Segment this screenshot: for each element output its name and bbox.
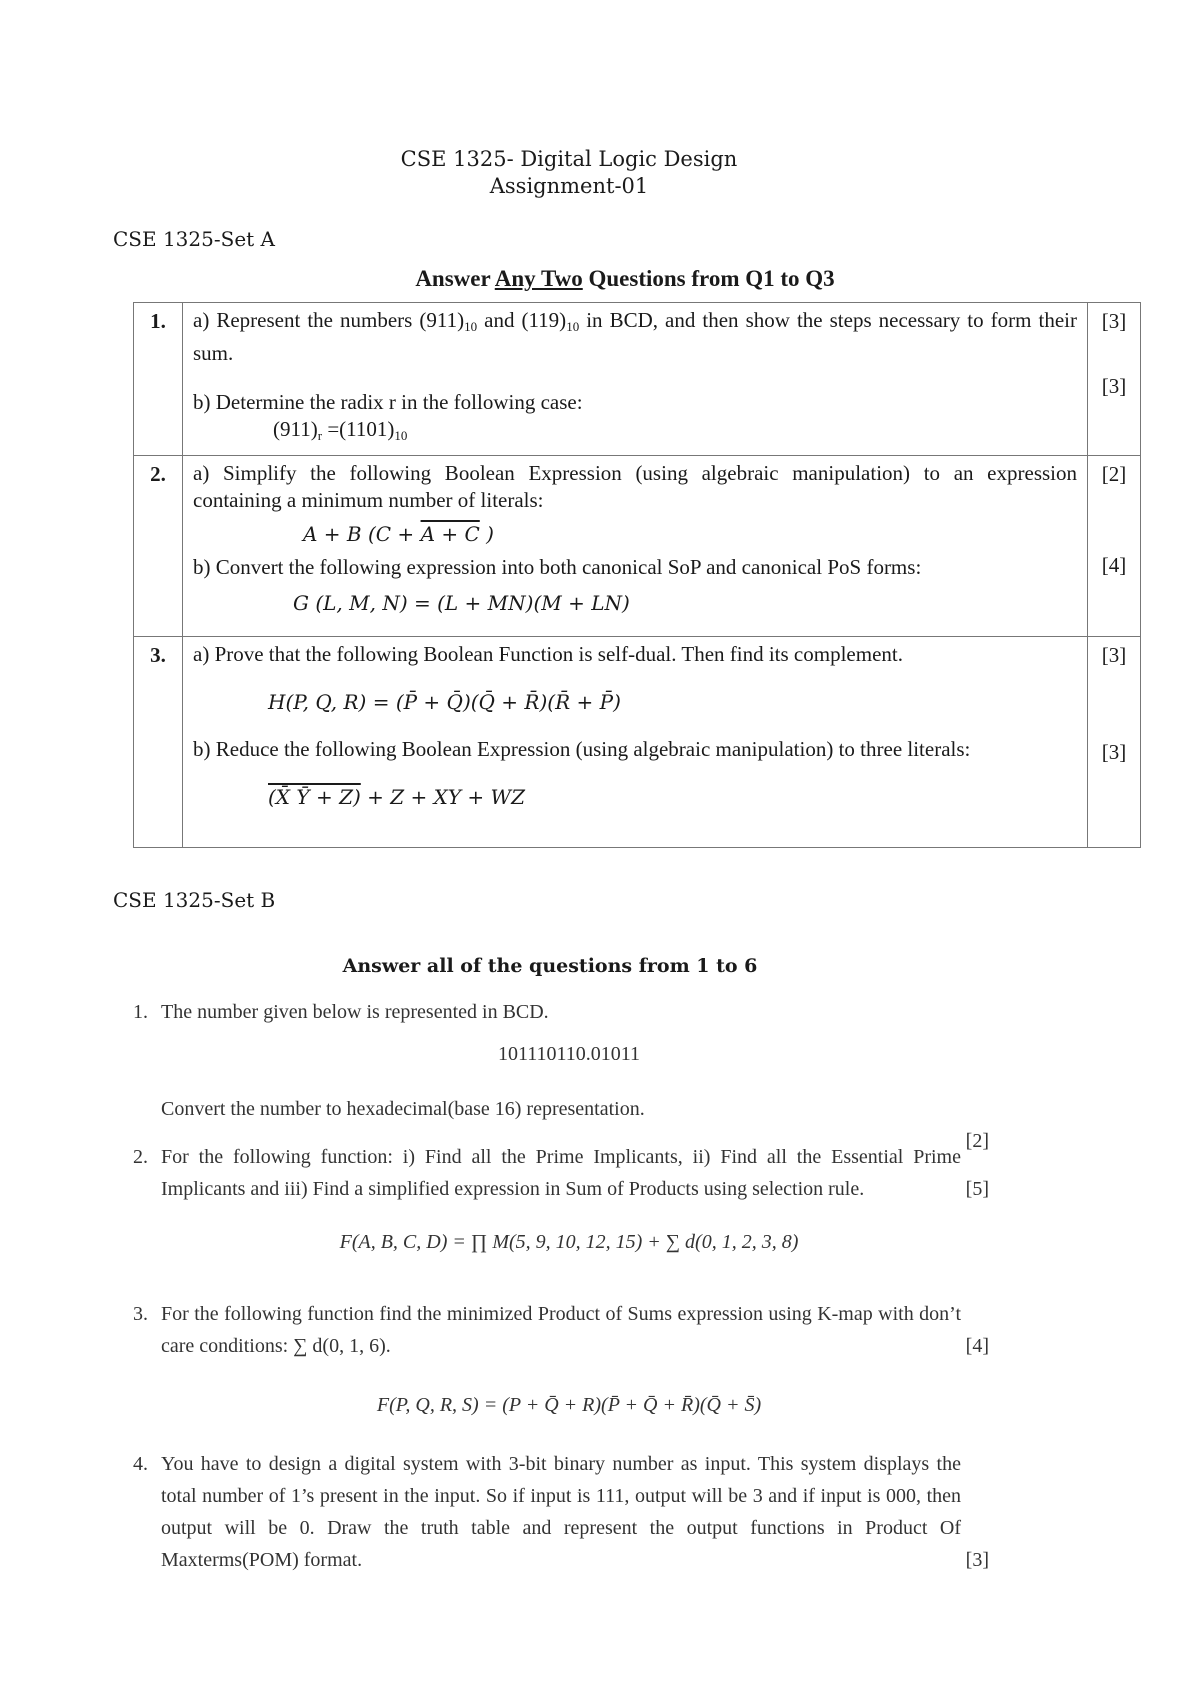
set-b-question-2-expression: F(A, B, C, D) = ∏ M(5, 9, 10, 12, 15) + ∑ d(0, 1, 2, 3, 8) xyxy=(339,1231,799,1253)
question-number: 3. xyxy=(134,637,183,848)
question-2a: a) Simplify the following Boolean Expression (using algebraic manipulation) to an expression containing a minimum number of literals: xyxy=(193,461,1077,512)
set-b-question-3-expression: F(P, Q, R, S) = (P + Q̄ + R)(P̄ + Q̄ + R̄)(Q̄ + S̄) xyxy=(376,1394,762,1416)
question-1b-expression: $(911)_r =(1101)_{10}$ xyxy=(273,417,408,443)
question-row-3 xyxy=(134,637,1141,848)
marks-3b: [3] xyxy=(1101,740,1127,764)
marks-3a: [3] xyxy=(1101,643,1127,667)
set-b-question-2: 2. For the following function: i) Find all the Prime Implicants, ii) Find all the Essential Prime Implicants and iii) Find a simplified expression in Sum of Products using selection rule. [5] xyxy=(133,1141,989,1205)
marks-1a: [3] xyxy=(1101,309,1127,333)
question-3a-expression: H(P, Q, R) = (P̄ + Q̄)(Q̄ + R̄)(R̄ + P̄) xyxy=(268,690,621,714)
set-a-question-table xyxy=(133,302,1141,848)
question-1b: b) Determine the radix r in the following case: xyxy=(193,390,583,414)
question-number: 2. xyxy=(134,456,183,637)
marks-b2: [5] xyxy=(965,1178,989,1200)
set-b-question-3: 3. For the following function find the minimized Product of Sums expression using K-map with don’t care conditions: ∑ d(0, 1, 6). [4] xyxy=(133,1298,989,1362)
question-1a: a) Represent the numbers $(911)_{10}$ and $(119)_{10}$ in BCD, and then show the steps necessary to form their sum. xyxy=(193,308,1078,365)
question-2b-expression: G (L, M, N) = (L + MN)(M + LN) xyxy=(293,591,630,615)
marks-b4: [3] xyxy=(965,1549,989,1571)
set-a-instruction: Answer Any Two Questions from Q1 to Q3 xyxy=(415,266,835,291)
marks-2b: [4] xyxy=(1101,553,1127,577)
set-a-label: CSE 1325-Set A xyxy=(113,227,275,251)
set-b-instruction: Answer all of the questions from 1 to 6 xyxy=(342,955,758,977)
set-b-question-1: 1. The number given below is represented in BCD. xyxy=(133,1001,549,1023)
course-title: CSE 1325- Digital Logic Design xyxy=(400,147,738,171)
marks-1b: [3] xyxy=(1101,374,1127,398)
question-2b: b) Convert the following expression into both canonical SoP and canonical PoS forms: xyxy=(193,555,922,579)
question-row-1 xyxy=(134,303,1141,456)
question-3a: a) Prove that the following Boolean Function is self-dual. Then find its complement. xyxy=(193,642,903,666)
question-2a-expression: A + B (C + A + C ) xyxy=(303,522,494,546)
question-row-2 xyxy=(134,456,1141,637)
question-number: 1. xyxy=(134,303,183,456)
marks-b1: [2] xyxy=(965,1130,989,1152)
set-b-question-1-instruction: Convert the number to hexadecimal(base 16) representation. [2] xyxy=(133,1093,989,1125)
assignment-title: Assignment-01 xyxy=(489,174,649,198)
bcd-value: 101110110.01011 xyxy=(497,1043,641,1065)
set-b-label: CSE 1325-Set B xyxy=(113,888,276,912)
question-3b: b) Reduce the following Boolean Expression (using algebraic manipulation) to three literals: xyxy=(193,737,971,761)
marks-b3: [4] xyxy=(965,1335,989,1357)
marks-2a: [2] xyxy=(1101,462,1127,486)
question-3b-expression: (X̄ Ȳ + Z) + Z + XY + WZ xyxy=(268,785,525,809)
set-b-question-4: 4. You have to design a digital system with 3-bit binary number as input. This system displays the total number of 1’s present in the input. So if input is 111, output will be 3 and if input is 000, then output will be 0. Draw the truth table and represent the output functions in Product Of Maxterms(POM) format. [3] xyxy=(133,1448,989,1576)
